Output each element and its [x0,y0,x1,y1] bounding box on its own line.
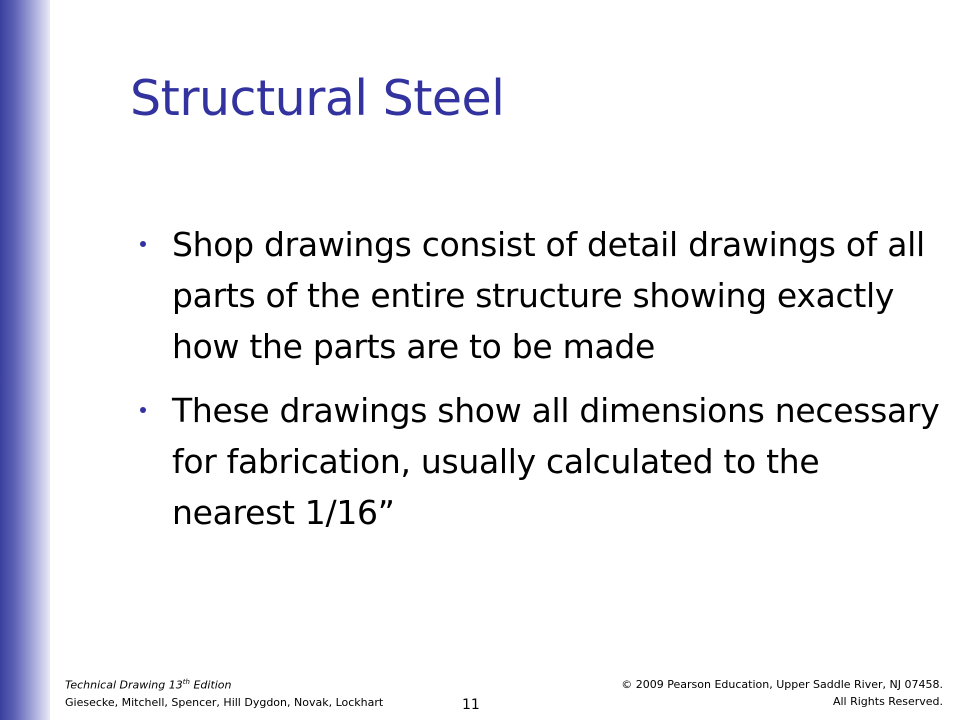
bullet-dot-icon [140,407,146,413]
bullet-text: These drawings show all dimensions necessary for fabrication, usually calculated to the nearest 1/16” [172,391,940,532]
page-number: 11 [462,697,480,713]
bullet-text: Shop drawings consist of detail drawings of all parts of the entire structure showing exactly how the parts are to be made [172,225,925,366]
footer-book-info [65,674,383,711]
copyright-line-1: © 2009 Pearson Education, Upper Saddle River, NJ 07458. [621,678,943,691]
left-decorative-bar [0,0,50,720]
slide-title: Structural Steel [130,70,505,127]
footer-authors: Giesecke, Mitchell, Spencer, Hill Dygdon, Novak, Lockhart [65,695,384,709]
bullet-dot-icon [140,241,146,247]
bullet-list [130,219,940,551]
footer-book-title [65,674,383,694]
bullet-item [130,385,940,538]
edition-label: Edition [189,678,232,692]
edition-superscript: th [182,678,190,686]
copyright-line-2: All Rights Reserved. [832,695,943,708]
book-title-text: Technical Drawing 13 [65,678,183,692]
bullet-item [130,219,940,372]
footer-copyright [621,676,943,710]
